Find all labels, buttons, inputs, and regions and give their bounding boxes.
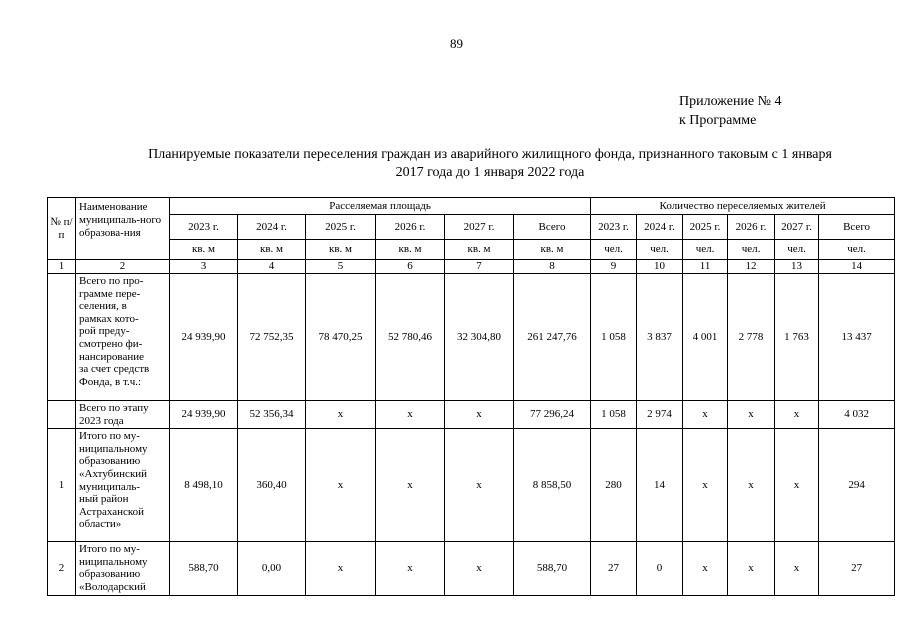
value-cell: 261 247,76 — [514, 274, 591, 401]
document-title — [60, 146, 913, 182]
header-name: Наименование муниципаль-ного образова-ния — [76, 198, 170, 260]
value-cell: 8 858,50 — [514, 429, 591, 542]
col-number: 11 — [683, 260, 728, 274]
header-unit: кв. м — [170, 240, 238, 260]
row-name-line: области» — [79, 518, 122, 531]
col-number: 10 — [637, 260, 683, 274]
row-name-line: ный район — [79, 493, 129, 506]
header-unit: чел. — [683, 240, 728, 260]
value-cell: 588,70 — [514, 542, 591, 596]
header-people-total: Всего — [819, 215, 895, 240]
row-name-line: ниципальному — [79, 442, 148, 455]
value-cell: x — [445, 401, 514, 429]
header-unit: чел. — [775, 240, 819, 260]
row-number-cell: 2 — [48, 542, 76, 596]
header-people-group: Количество переселяемых жителей — [591, 198, 895, 215]
header-people-year: 2023 г. — [591, 215, 637, 240]
value-cell: 0,00 — [238, 542, 306, 596]
header-row-groups — [48, 198, 895, 215]
row-name-line: селения, в — [79, 300, 127, 313]
row-name-line: Итого по му- — [79, 430, 140, 443]
value-cell: 78 470,25 — [306, 274, 376, 401]
table-row-program-total — [48, 274, 895, 401]
header-people-year: 2027 г. — [775, 215, 819, 240]
value-cell: 4 032 — [819, 401, 895, 429]
row-name-cell — [76, 274, 170, 401]
header-area-total: Всего — [514, 215, 591, 240]
value-cell: 32 304,80 — [445, 274, 514, 401]
row-name-line: образованию — [79, 455, 141, 468]
row-number-cell: 1 — [48, 429, 76, 542]
header-area-year: 2024 г. — [238, 215, 306, 240]
title-line-2: 2017 года до 1 января 2022 года — [395, 165, 585, 180]
row-name-line: рамках кото- — [79, 312, 139, 325]
col-number: 4 — [238, 260, 306, 274]
row-name-line: нансирование — [79, 350, 145, 363]
value-cell: 1 763 — [775, 274, 819, 401]
row-name-line: образованию — [79, 568, 141, 581]
value-cell: 14 — [637, 429, 683, 542]
value-cell: 52 780,46 — [376, 274, 445, 401]
value-cell: 0 — [637, 542, 683, 596]
col-number: 3 — [170, 260, 238, 274]
header-num: № п/п — [48, 198, 76, 260]
value-cell: x — [445, 542, 514, 596]
appendix-note — [679, 92, 782, 130]
value-cell: x — [306, 401, 376, 429]
row-name-cell — [76, 401, 170, 429]
value-cell: 13 437 — [819, 274, 895, 401]
row-name-line: Астраханской — [79, 505, 145, 518]
value-cell: 360,40 — [238, 429, 306, 542]
row-name-line: ниципальному — [79, 555, 148, 568]
value-cell: 52 356,34 — [238, 401, 306, 429]
value-cell: x — [728, 429, 775, 542]
col-number: 13 — [775, 260, 819, 274]
value-cell: x — [683, 542, 728, 596]
col-number: 7 — [445, 260, 514, 274]
value-cell: x — [775, 542, 819, 596]
row-name-line: Фонда, в т.ч.: — [79, 375, 142, 388]
value-cell: x — [376, 542, 445, 596]
header-unit: чел. — [637, 240, 683, 260]
header-people-year: 2025 г. — [683, 215, 728, 240]
value-cell: 77 296,24 — [514, 401, 591, 429]
value-cell: x — [683, 401, 728, 429]
page-number: 89 — [450, 36, 463, 51]
col-number: 9 — [591, 260, 637, 274]
header-area-year: 2026 г. — [376, 215, 445, 240]
header-area-group: Расселяемая площадь — [170, 198, 591, 215]
row-name-line: «Володарский — [79, 580, 146, 593]
header-unit: чел. — [591, 240, 637, 260]
header-unit: кв. м — [376, 240, 445, 260]
row-number-cell — [48, 274, 76, 401]
row-name-line: Всего по про- — [79, 275, 144, 287]
title-line-1: Планируемые показатели переселения граждан из аварийного жилищного фонда, признанного таковым с 1 января — [148, 147, 832, 162]
value-cell: x — [683, 429, 728, 542]
row-name-line: грамме пере- — [79, 287, 141, 300]
header-unit: кв. м — [514, 240, 591, 260]
row-name-line: рой преду- — [79, 325, 130, 338]
row-name-line: за счет средств — [79, 363, 150, 376]
header-people-year: 2026 г. — [728, 215, 775, 240]
value-cell: x — [775, 429, 819, 542]
row-name-cell — [76, 542, 170, 596]
value-cell: x — [775, 401, 819, 429]
value-cell: 280 — [591, 429, 637, 542]
header-area-year: 2025 г. — [306, 215, 376, 240]
col-number: 12 — [728, 260, 775, 274]
col-number: 5 — [306, 260, 376, 274]
value-cell: x — [376, 429, 445, 542]
value-cell: 8 498,10 — [170, 429, 238, 542]
col-number: 8 — [514, 260, 591, 274]
value-cell: 588,70 — [170, 542, 238, 596]
header-unit: кв. м — [306, 240, 376, 260]
col-number: 14 — [819, 260, 895, 274]
table-row-municipality — [48, 542, 895, 596]
col-number: 6 — [376, 260, 445, 274]
appendix-line-1: Приложение № 4 — [679, 94, 782, 109]
value-cell: 27 — [819, 542, 895, 596]
row-name-cell — [76, 429, 170, 542]
value-cell: x — [306, 429, 376, 542]
value-cell: x — [445, 429, 514, 542]
table-row-stage-total — [48, 401, 895, 429]
col-number: 1 — [48, 260, 76, 274]
value-cell: 294 — [819, 429, 895, 542]
row-name-line: Всего по этапу — [79, 402, 149, 414]
header-unit: чел. — [819, 240, 895, 260]
value-cell: 2 778 — [728, 274, 775, 401]
header-unit: кв. м — [445, 240, 514, 260]
col-number: 2 — [76, 260, 170, 274]
value-cell: 2 974 — [637, 401, 683, 429]
header-row-units — [48, 240, 895, 260]
value-cell: x — [728, 401, 775, 429]
header-row-col-numbers — [48, 260, 895, 274]
row-name-line: Итого по му- — [79, 543, 140, 556]
value-cell: 1 058 — [591, 274, 637, 401]
table-row-municipality — [48, 429, 895, 542]
row-name-line: муниципаль- — [79, 480, 141, 493]
header-row-years — [48, 215, 895, 240]
value-cell: x — [376, 401, 445, 429]
header-area-year: 2023 г. — [170, 215, 238, 240]
value-cell: 1 058 — [591, 401, 637, 429]
header-unit: кв. м — [238, 240, 306, 260]
row-name-line: 2023 года — [79, 414, 124, 427]
value-cell: 27 — [591, 542, 637, 596]
appendix-line-2: к Программе — [679, 113, 757, 128]
resettlement-table — [47, 197, 895, 596]
row-name-line: смотрено фи- — [79, 337, 143, 350]
value-cell: x — [306, 542, 376, 596]
row-name-line: «Ахтубинский — [79, 467, 148, 480]
header-people-year: 2024 г. — [637, 215, 683, 240]
value-cell: 24 939,90 — [170, 274, 238, 401]
value-cell: 24 939,90 — [170, 401, 238, 429]
value-cell: 72 752,35 — [238, 274, 306, 401]
value-cell: 3 837 — [637, 274, 683, 401]
header-area-year: 2027 г. — [445, 215, 514, 240]
row-number-cell — [48, 401, 76, 429]
value-cell: 4 001 — [683, 274, 728, 401]
header-unit: чел. — [728, 240, 775, 260]
value-cell: x — [728, 542, 775, 596]
